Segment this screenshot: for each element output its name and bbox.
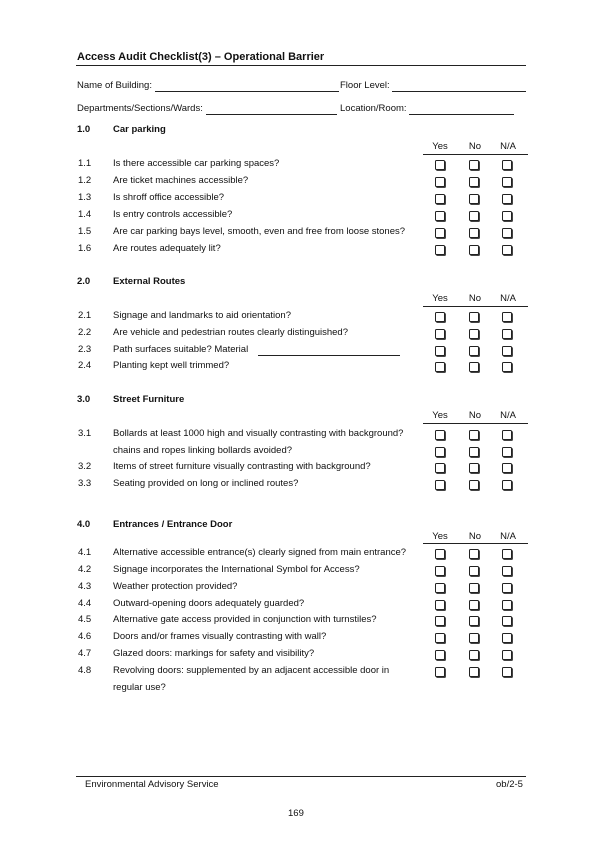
section-title: External Routes bbox=[113, 276, 186, 287]
checkbox-no[interactable] bbox=[469, 549, 479, 559]
question-number: 3.1 bbox=[78, 428, 92, 439]
column-na-header: N/A bbox=[500, 293, 516, 304]
column-na-header: N/A bbox=[500, 531, 516, 542]
checkbox-no[interactable] bbox=[469, 228, 479, 238]
column-header-rule bbox=[423, 543, 528, 544]
section-number: 3.0 bbox=[77, 394, 91, 405]
departments-label: Departments/Sections/Wards: bbox=[77, 103, 203, 114]
checkbox-na[interactable] bbox=[502, 600, 512, 610]
checkbox-no[interactable] bbox=[469, 480, 479, 490]
question-text-continued: regular use? bbox=[113, 682, 166, 693]
question-text: Signage incorporates the International Symbol for Access? bbox=[113, 564, 360, 575]
checkbox-yes[interactable] bbox=[435, 211, 445, 221]
column-yes-header: Yes bbox=[432, 410, 448, 421]
section-title: Car parking bbox=[113, 124, 166, 135]
section-number: 4.0 bbox=[77, 519, 91, 530]
question-number: 3.3 bbox=[78, 478, 92, 489]
column-na-header: N/A bbox=[500, 410, 516, 421]
building-field-line[interactable] bbox=[155, 91, 339, 92]
checkbox-no[interactable] bbox=[469, 177, 479, 187]
question-number: 1.2 bbox=[78, 175, 92, 186]
checkbox-na[interactable] bbox=[502, 312, 512, 322]
checkbox-no[interactable] bbox=[469, 329, 479, 339]
checkbox-yes[interactable] bbox=[435, 194, 445, 204]
checkbox-na[interactable] bbox=[502, 346, 512, 356]
checkbox-no[interactable] bbox=[469, 160, 479, 170]
question-number: 2.1 bbox=[78, 310, 92, 321]
question-text: Glazed doors: markings for safety and visibility? bbox=[113, 648, 315, 659]
question-text: Are ticket machines accessible? bbox=[113, 175, 249, 186]
checkbox-na[interactable] bbox=[502, 549, 512, 559]
column-header-rule bbox=[423, 423, 528, 424]
question-text: Is there accessible car parking spaces? bbox=[113, 158, 280, 169]
checkbox-no[interactable] bbox=[469, 447, 479, 457]
question-number: 4.3 bbox=[78, 581, 92, 592]
question-number: 4.5 bbox=[78, 614, 92, 625]
checkbox-no[interactable] bbox=[469, 346, 479, 356]
question-number: 2.2 bbox=[78, 327, 92, 338]
checkbox-no[interactable] bbox=[469, 633, 479, 643]
building-label: Name of Building: bbox=[77, 80, 152, 91]
question-text: Alternative gate access provided in conjunction with turnstiles? bbox=[113, 614, 377, 625]
checkbox-yes[interactable] bbox=[435, 480, 445, 490]
checkbox-na[interactable] bbox=[502, 430, 512, 440]
question-text: Are routes adequately lit? bbox=[113, 243, 221, 254]
question-number: 1.5 bbox=[78, 226, 92, 237]
checkbox-yes[interactable] bbox=[435, 447, 445, 457]
section-number: 2.0 bbox=[77, 276, 91, 287]
column-yes-header: Yes bbox=[432, 531, 448, 542]
checkbox-no[interactable] bbox=[469, 194, 479, 204]
checkbox-yes[interactable] bbox=[435, 549, 445, 559]
checkbox-na[interactable] bbox=[502, 463, 512, 473]
question-number: 1.6 bbox=[78, 243, 92, 254]
checkbox-yes[interactable] bbox=[435, 566, 445, 576]
question-text: Seating provided on long or inclined routes? bbox=[113, 478, 299, 489]
question-number: 1.4 bbox=[78, 209, 92, 220]
checkbox-yes[interactable] bbox=[435, 583, 445, 593]
checkbox-na[interactable] bbox=[502, 228, 512, 238]
checkbox-yes[interactable] bbox=[435, 177, 445, 187]
checkbox-yes[interactable] bbox=[435, 600, 445, 610]
column-no-header: No bbox=[468, 410, 482, 421]
checkbox-no[interactable] bbox=[469, 430, 479, 440]
footer-reference: ob/2-5 bbox=[496, 779, 523, 790]
checkbox-na[interactable] bbox=[502, 633, 512, 643]
column-no-header: No bbox=[468, 141, 482, 152]
floor-label: Floor Level: bbox=[340, 80, 390, 91]
question-number: 3.2 bbox=[78, 461, 92, 472]
section-number: 1.0 bbox=[77, 124, 91, 135]
page-title: Access Audit Checklist(3) – Operational Barrier bbox=[77, 51, 325, 63]
question-text: Are car parking bays level, smooth, even and free from loose stones? bbox=[113, 226, 406, 237]
checkbox-yes[interactable] bbox=[435, 245, 445, 255]
question-number: 4.7 bbox=[78, 648, 92, 659]
footer-rule bbox=[76, 776, 526, 777]
checkbox-na[interactable] bbox=[502, 480, 512, 490]
checkbox-na[interactable] bbox=[502, 650, 512, 660]
question-text: Doors and/or frames visually contrasting with wall? bbox=[113, 631, 327, 642]
question-number: 1.1 bbox=[78, 158, 92, 169]
checkbox-yes[interactable] bbox=[435, 650, 445, 660]
column-header-rule bbox=[423, 306, 528, 307]
section-title: Street Furniture bbox=[113, 394, 185, 405]
location-field-line[interactable] bbox=[409, 114, 514, 115]
question-text: Revolving doors: supplemented by an adjacent accessible door in bbox=[113, 665, 390, 676]
question-text: Signage and landmarks to aid orientation? bbox=[113, 310, 291, 321]
checkbox-no[interactable] bbox=[469, 245, 479, 255]
checkbox-no[interactable] bbox=[469, 362, 479, 372]
question-number: 1.3 bbox=[78, 192, 92, 203]
question-number: 4.1 bbox=[78, 547, 92, 558]
checkbox-no[interactable] bbox=[469, 566, 479, 576]
page-number: 169 bbox=[288, 808, 304, 819]
question-number: 2.3 bbox=[78, 344, 92, 355]
column-yes-header: Yes bbox=[432, 293, 448, 304]
column-no-header: No bbox=[468, 293, 482, 304]
checkbox-na[interactable] bbox=[502, 160, 512, 170]
checkbox-na[interactable] bbox=[502, 194, 512, 204]
column-header-rule bbox=[423, 154, 528, 155]
question-text: Is entry controls accessible? bbox=[113, 209, 233, 220]
checkbox-yes[interactable] bbox=[435, 329, 445, 339]
checkbox-yes[interactable] bbox=[435, 616, 445, 626]
checkbox-yes[interactable] bbox=[435, 160, 445, 170]
checkbox-no[interactable] bbox=[469, 583, 479, 593]
checkbox-no[interactable] bbox=[469, 616, 479, 626]
question-text: Outward-opening doors adequately guarded? bbox=[113, 598, 305, 609]
checkbox-na[interactable] bbox=[502, 566, 512, 576]
question-text: Planting kept well trimmed? bbox=[113, 360, 230, 371]
checkbox-no[interactable] bbox=[469, 312, 479, 322]
column-na-header: N/A bbox=[500, 141, 516, 152]
checkbox-no[interactable] bbox=[469, 463, 479, 473]
checkbox-na[interactable] bbox=[502, 362, 512, 372]
checkbox-yes[interactable] bbox=[435, 633, 445, 643]
checkbox-na[interactable] bbox=[502, 447, 512, 457]
floor-field-line[interactable] bbox=[392, 91, 526, 92]
question-text: Alternative accessible entrance(s) clearly signed from main entrance? bbox=[113, 547, 407, 558]
departments-field-line[interactable] bbox=[206, 114, 337, 115]
checkbox-na[interactable] bbox=[502, 667, 512, 677]
question-number: 2.4 bbox=[78, 360, 92, 371]
title-underline bbox=[76, 65, 526, 66]
question-text: Is shroff office accessible? bbox=[113, 192, 225, 203]
question-text: chains and ropes linking bollards avoided? bbox=[113, 445, 293, 456]
checkbox-no[interactable] bbox=[469, 650, 479, 660]
checkbox-na[interactable] bbox=[502, 616, 512, 626]
question-text: Items of street furniture visually contrasting with background? bbox=[113, 461, 371, 472]
checkbox-na[interactable] bbox=[502, 245, 512, 255]
checkbox-yes[interactable] bbox=[435, 667, 445, 677]
checkbox-no[interactable] bbox=[469, 600, 479, 610]
checkbox-na[interactable] bbox=[502, 583, 512, 593]
column-no-header: No bbox=[468, 531, 482, 542]
question-text: Are vehicle and pedestrian routes clearly distinguished? bbox=[113, 327, 348, 338]
footer-organisation: Environmental Advisory Service bbox=[85, 779, 219, 790]
checkbox-na[interactable] bbox=[502, 329, 512, 339]
question-number: 4.8 bbox=[78, 665, 92, 676]
question-text: Path surfaces suitable? Material bbox=[113, 344, 249, 355]
checkbox-yes[interactable] bbox=[435, 312, 445, 322]
section-title: Entrances / Entrance Door bbox=[113, 519, 233, 530]
material-field-line[interactable] bbox=[258, 355, 400, 356]
location-label: Location/Room: bbox=[340, 103, 407, 114]
checkbox-no[interactable] bbox=[469, 211, 479, 221]
checkbox-na[interactable] bbox=[502, 211, 512, 221]
checkbox-yes[interactable] bbox=[435, 430, 445, 440]
column-yes-header: Yes bbox=[432, 141, 448, 152]
question-text: Bollards at least 1000 high and visually contrasting with background? bbox=[113, 428, 404, 439]
checkbox-yes[interactable] bbox=[435, 346, 445, 356]
checkbox-na[interactable] bbox=[502, 177, 512, 187]
question-text: Weather protection provided? bbox=[113, 581, 238, 592]
question-number: 4.2 bbox=[78, 564, 92, 575]
question-number: 4.6 bbox=[78, 631, 92, 642]
question-number: 4.4 bbox=[78, 598, 92, 609]
checkbox-yes[interactable] bbox=[435, 463, 445, 473]
checkbox-yes[interactable] bbox=[435, 228, 445, 238]
checkbox-yes[interactable] bbox=[435, 362, 445, 372]
checkbox-no[interactable] bbox=[469, 667, 479, 677]
